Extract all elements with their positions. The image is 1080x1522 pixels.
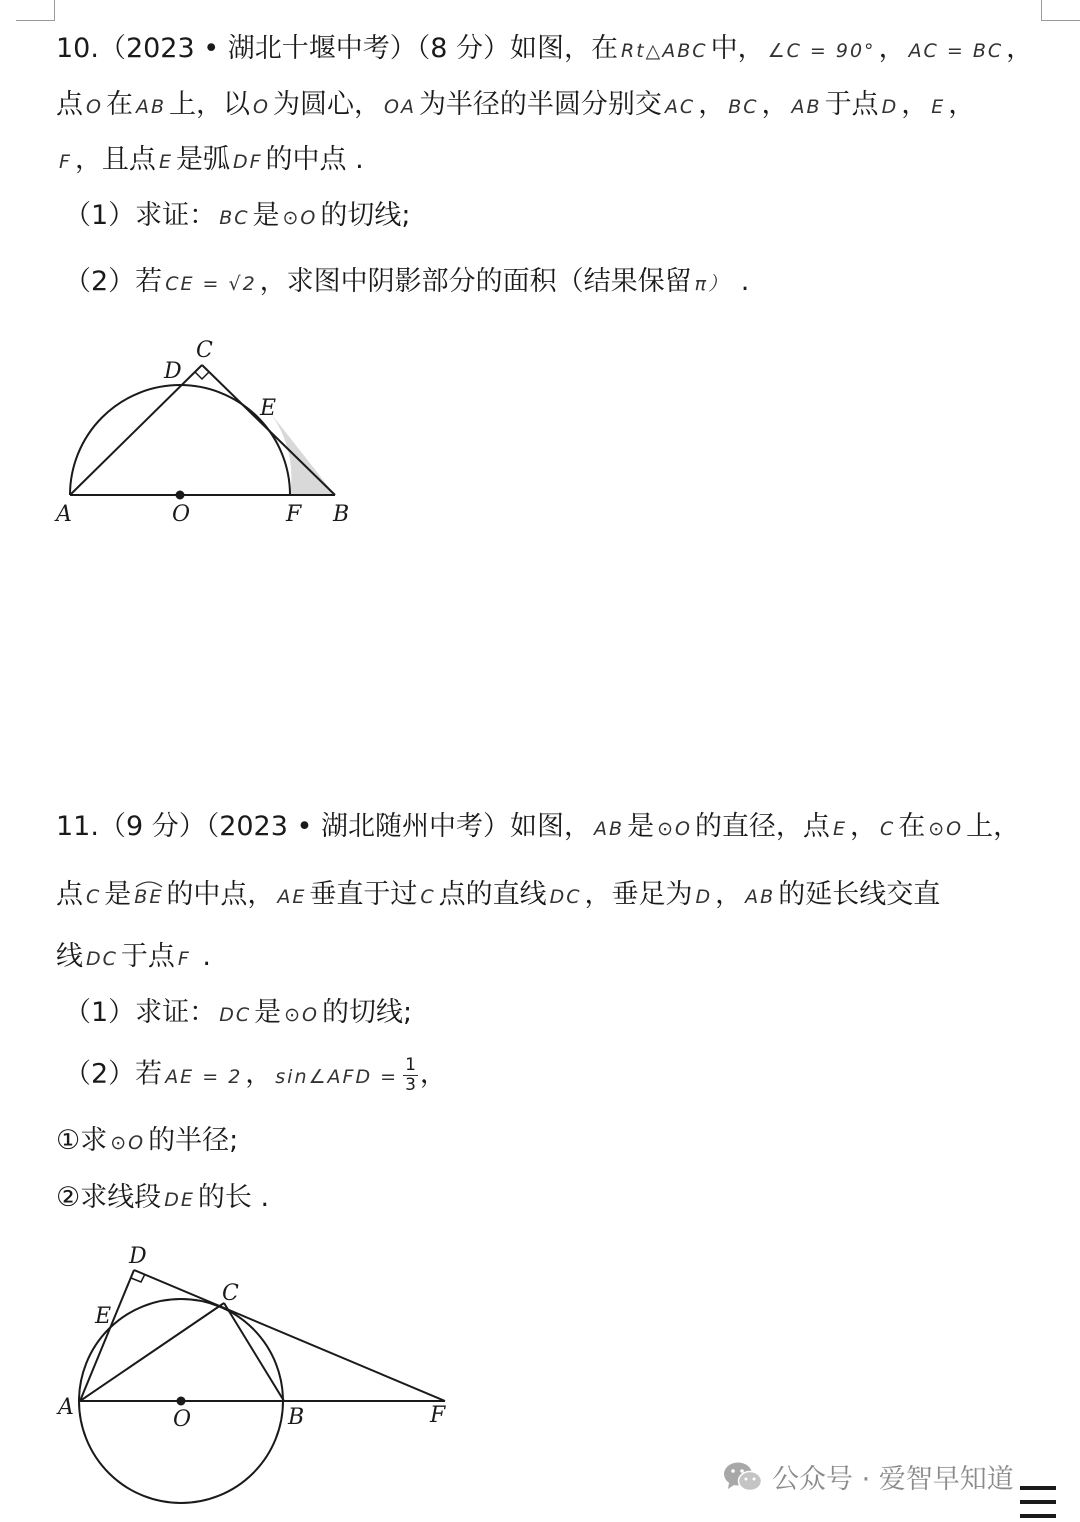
q11-part-2: （2）若 AE = 2 ， sin∠AFD = $\frac{1}{3}$ ，	[64, 1055, 447, 1095]
arc-mark-icon	[134, 878, 164, 888]
q11-subpart-2: ②求线段 DE 的长 .	[56, 1182, 270, 1213]
right-angle-mark	[195, 372, 209, 379]
q10-part-1: （1）求证： BC 是 ⊙O 的切线;	[64, 200, 411, 231]
math-ce-sqrt2: CE = √2	[165, 273, 257, 295]
arc-be-symbol: BE	[134, 886, 163, 909]
q10-line-2: 点 O 在 AB 上，以 O 为圆心， OA 为半径的半圆分别交 AC ， BC ， AB 于点 D ， E ，	[56, 89, 976, 120]
watermark-text: 公众号 · 爱智早知道	[772, 1464, 1014, 1495]
q11-subpart-1: ①求 ⊙O 的半径;	[56, 1125, 239, 1156]
label-b: B	[288, 1405, 305, 1430]
label-c: C	[196, 338, 213, 363]
segment-df	[134, 1270, 445, 1401]
label-e: E	[260, 396, 277, 421]
circle-o-symbol: ⊙O	[282, 207, 318, 229]
segment-ad	[80, 1270, 134, 1401]
q10-line-3: F ，且点 E 是弧 DF 的中点 .	[59, 144, 364, 175]
segment-ac	[70, 365, 202, 495]
math-angle-c: ∠C = 90°	[767, 40, 876, 62]
label-e: E	[95, 1304, 112, 1329]
q10-line-1: 10.（2023 • 湖北十堰中考）（8 分）如图，在 Rt△ABC 中， ∠C = 90° ， AC = BC ，	[56, 33, 1034, 64]
semicircle-arc	[70, 385, 290, 495]
label-a: A	[58, 1395, 74, 1420]
segment-cb	[202, 365, 335, 495]
segment-cb	[224, 1303, 284, 1401]
right-angle-mark	[131, 1274, 145, 1282]
watermark	[722, 1457, 1014, 1496]
label-o: O	[172, 502, 191, 527]
label-b: B	[333, 502, 350, 527]
center-point-o	[176, 491, 185, 500]
label-o: O	[173, 1407, 192, 1432]
label-f: F	[430, 1403, 446, 1428]
q11-line-3: 线 DC 于点 F .	[56, 941, 212, 972]
math-ac-eq-bc: AC = BC	[908, 40, 1004, 62]
center-point-o	[177, 1397, 186, 1406]
q10-figure-semicircle	[50, 333, 370, 533]
label-d: D	[164, 359, 182, 384]
crop-mark-top-left	[16, 0, 55, 21]
wechat-icon	[722, 1460, 764, 1494]
q11-part-1: （1）求证： DC 是 ⊙O 的切线;	[64, 997, 413, 1028]
math-rt-abc: Rt△ABC	[621, 40, 708, 62]
fraction-one-third: $\frac{1}{3}$	[405, 1055, 416, 1095]
q11-line-2: 点 C 是 BE 的中点， AE 垂直于过 C 点的直线 DC ，垂足为 D ， AB 的延长线交直	[56, 879, 941, 910]
q10-part-2: （2）若 CE = √2 ，求图中阴影部分的面积（结果保留 π） .	[64, 266, 750, 297]
menu-icon[interactable]	[1020, 1486, 1056, 1518]
label-c: C	[222, 1281, 239, 1306]
q11-line-1: 11.（9 分）（2023 • 湖北随州中考）如图， AB 是 ⊙O 的直径，点 E ， C 在 ⊙O 上，	[56, 811, 1021, 842]
label-d: D	[129, 1244, 147, 1269]
q11-figure-circle	[50, 1240, 460, 1510]
crop-mark-top-right	[1041, 0, 1080, 21]
label-f: F	[286, 502, 302, 527]
label-a: A	[56, 502, 72, 527]
